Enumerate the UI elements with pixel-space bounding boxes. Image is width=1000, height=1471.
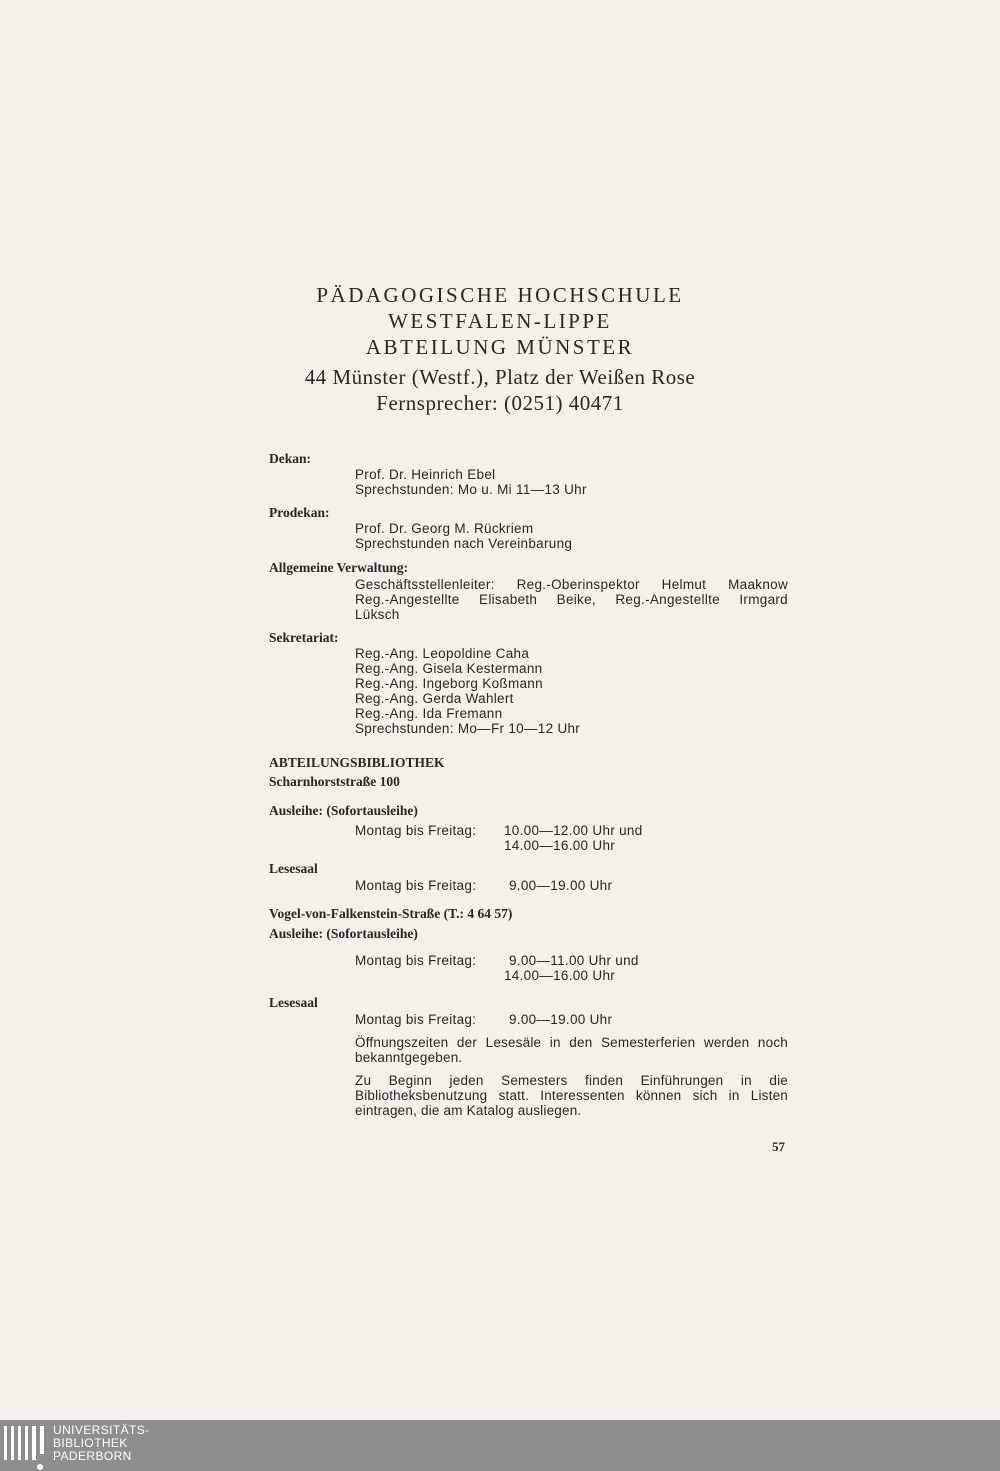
lesesaal-2-label: Lesesaal [269,995,318,1010]
lesesaal-1-time: 9.00—19.00 Uhr [509,878,613,893]
verwaltung-label: Allgemeine Verwaltung: [269,560,409,575]
library-note-introduction: Zu Beginn jeden Semesters finden Einführungen in die Bibliotheksbenutzung statt. Interessenten können sich in Listen eintragen, die am Katalog ausliegen. [355,1073,788,1118]
dekan-label: Dekan: [269,451,312,466]
sekretariat-staff-item: Reg.-Ang. Ingeborg Koßmann [355,676,543,691]
logo-dot-icon [37,1464,43,1470]
ausleihe-2-time-1: 9.00—11.00 Uhr und [509,953,639,968]
ausleihe-1-label: Ausleihe: (Sofortausleihe) [269,803,418,818]
logo-line: BIBLIOTHEK [53,1436,128,1450]
library-address-2: Vogel-von-Falkenstein-Straße (T.: 4 64 57) [269,906,513,921]
library-title: ABTEILUNGSBIBLIOTHEK [269,755,445,770]
lesesaal-2-time: 9.00—19.00 Uhr [509,1012,613,1027]
ausleihe-1-time-1: 10.00—12.00 Uhr und [504,823,643,838]
sekretariat-staff-item: Reg.-Ang. Leopoldine Caha [355,646,530,661]
dekan-hours: Sprechstunden: Mo u. Mi 11—13 Uhr [355,482,587,497]
lesesaal-1-label: Lesesaal [269,861,318,876]
sekretariat-label: Sekretariat: [269,630,339,645]
lesesaal-2-days: Montag bis Freitag: [355,1012,477,1027]
verwaltung-line-2: Reg.-Angestellte Elisabeth Beike, Reg.-Angestellte Irmgard [355,592,788,607]
page-number: 57 [772,1139,785,1154]
logo-line: UNIVERSITÄTS- [53,1423,150,1437]
ausleihe-2-label: Ausleihe: (Sofortausleihe) [269,926,418,941]
department-name: ABTEILUNG MÜNSTER [365,335,635,359]
verwaltung-line-3: Lüksch [355,607,400,622]
library-note-semester: Öffnungszeiten der Lesesäle in den Semesterferien werden noch bekanntgegeben. [355,1035,788,1065]
sekretariat-hours: Sprechstunden: Mo—Fr 10—12 Uhr [355,721,581,736]
library-footer-bar [0,1420,1000,1471]
address: 44 Münster (Westf.), Platz der Weißen Rose [304,365,696,389]
ausleihe-2-days: Montag bis Freitag: [355,953,477,968]
institution-region: WESTFALEN-LIPPE [388,309,612,333]
institution-name: PÄDAGOGISCHE HOCHSCHULE [316,283,684,307]
prodekan-label: Prodekan: [269,505,330,520]
ausleihe-2-time-2: 14.00—16.00 Uhr [504,968,616,983]
lesesaal-1-days: Montag bis Freitag: [355,878,477,893]
prodekan-name: Prof. Dr. Georg M. Rückriem [355,521,534,536]
sekretariat-staff-item: Reg.-Ang. Ida Fremann [355,706,503,721]
library-logo-icon [4,1426,48,1462]
dekan-name: Prof. Dr. Heinrich Ebel [355,467,496,482]
ausleihe-1-time-2: 14.00—16.00 Uhr [504,838,616,853]
prodekan-hours: Sprechstunden nach Vereinbarung [355,536,573,551]
library-address-1: Scharnhorststraße 100 [269,774,400,789]
library-logo-text [53,1424,150,1463]
sekretariat-staff-item: Reg.-Ang. Gerda Wahlert [355,691,514,706]
phone: Fernsprecher: (0251) 40471 [376,391,624,415]
logo-line: PADERBORN [53,1449,132,1463]
page-header [0,282,1000,416]
sekretariat-staff-item: Reg.-Ang. Gisela Kestermann [355,661,543,676]
ausleihe-1-days: Montag bis Freitag: [355,823,477,838]
verwaltung-line-1: Geschäftsstellenleiter: Reg.-Oberinspektor Helmut Maaknow [355,577,788,592]
